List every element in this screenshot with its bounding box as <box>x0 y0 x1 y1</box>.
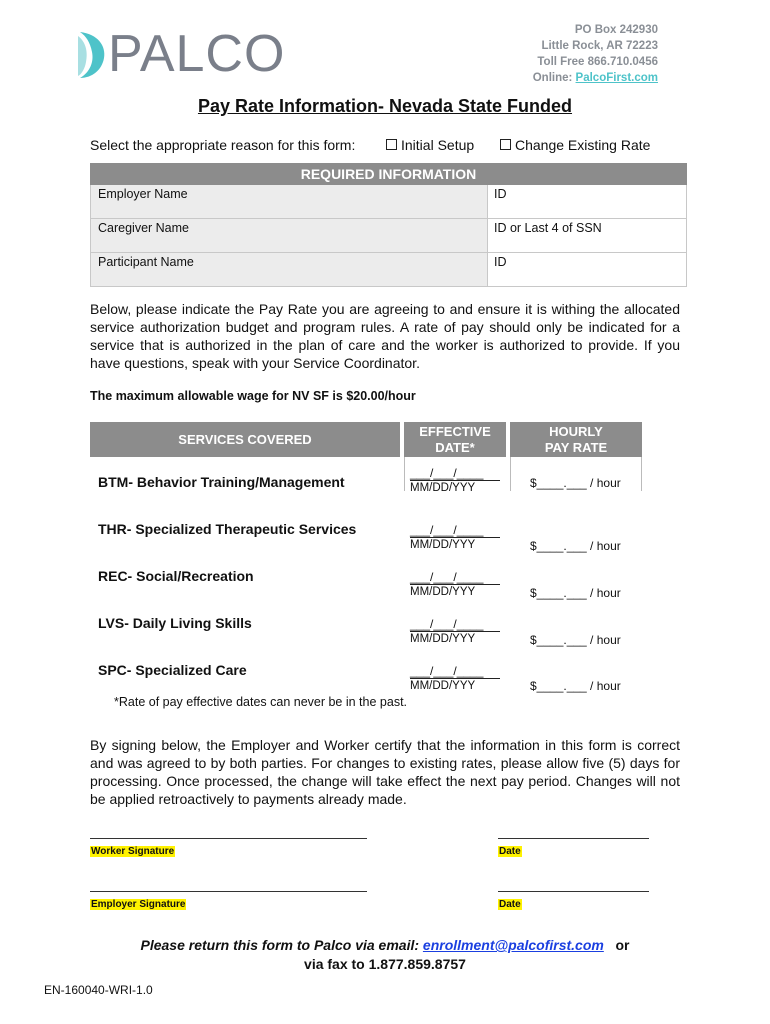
worker-signature-line[interactable] <box>90 838 367 839</box>
date-format: MM/DD/YYY <box>410 480 500 495</box>
employer-row <box>90 185 687 219</box>
service-name: REC- Social/Recreation <box>98 568 254 584</box>
worker-date-label-wrap <box>498 841 522 859</box>
service-row-thr <box>90 521 650 567</box>
required-info-heading: REQUIRED INFORMATION <box>90 163 687 185</box>
reason-row <box>90 137 690 153</box>
online-line <box>500 70 658 86</box>
date-blank: ___/___/____ <box>410 466 484 480</box>
palco-logo-mark-icon <box>76 30 106 80</box>
employer-name-field[interactable]: Employer Name <box>91 185 488 218</box>
service-name: SPC- Specialized Care <box>98 662 247 678</box>
service-name: THR- Specialized Therapeutic Services <box>98 521 357 537</box>
hourly-rate-header <box>510 422 642 457</box>
change-rate-label: Change Existing Rate <box>515 137 651 153</box>
hourly-rate-field[interactable]: $____.___ / hour <box>530 633 621 647</box>
instructions-paragraph: Below, please indicate the Pay Rate you are agreeing to and ensure it is withing the allocated service authorization budget and program rules. A rate of pay should only be indicated for a service that is authorized in the plan of care and the worker is authorized to provide. If you have questions, speak with your Service Coordinator. <box>90 301 680 371</box>
hourly-rate-header-line: PAY RATE <box>544 440 608 455</box>
certification-paragraph: By signing below, the Employer and Worker certify that the information in this form is correct and was agreed to by both parties. For changes to existing rates, please allow five (5) days for processing. Once processed, the change will take effect the next pay period. Changes will not be applied retroactively to payments already made. <box>90 737 680 807</box>
services-covered-header: SERVICES COVERED <box>90 422 400 457</box>
document-id: EN-160040-WRI-1.0 <box>44 983 153 997</box>
effective-date-header <box>404 422 506 457</box>
service-name: LVS- Daily Living Skills <box>98 615 252 631</box>
effective-date-field[interactable] <box>410 570 500 599</box>
worker-date-label: Date <box>499 846 521 857</box>
service-name: BTM- Behavior Training/Management <box>98 474 345 490</box>
date-format: MM/DD/YYY <box>410 584 500 599</box>
worker-date-line[interactable] <box>498 838 649 839</box>
service-row-rec <box>90 568 650 614</box>
return-fax: via fax to 1.877.859.8757 <box>304 956 466 972</box>
effective-date-field[interactable] <box>410 664 500 693</box>
caregiver-name-field[interactable]: Caregiver Name <box>91 219 488 252</box>
online-label: Online: <box>532 72 576 84</box>
effective-date-field[interactable] <box>410 466 500 495</box>
date-blank: ___/___/____ <box>410 664 484 678</box>
page-title: Pay Rate Information- Nevada State Funded <box>197 96 573 116</box>
service-row-btm <box>90 466 650 520</box>
effective-date-field[interactable] <box>410 617 500 646</box>
initial-setup-checkbox[interactable] <box>386 139 397 150</box>
participant-row <box>90 253 687 287</box>
employer-date-label: Date <box>499 899 521 910</box>
date-format: MM/DD/YYY <box>410 631 500 646</box>
employer-date-line[interactable] <box>498 891 649 892</box>
date-format: MM/DD/YYY <box>410 678 500 693</box>
caregiver-row <box>90 219 687 253</box>
date-blank: ___/___/____ <box>410 523 484 537</box>
employer-date-label-wrap <box>498 894 522 912</box>
participant-name-field[interactable]: Participant Name <box>91 253 488 286</box>
caregiver-id-field[interactable]: ID or Last 4 of SSN <box>494 221 602 235</box>
change-rate-option[interactable] <box>500 137 650 153</box>
return-line-email <box>0 936 770 955</box>
logo-text: PALCO <box>108 25 286 83</box>
reason-prompt: Select the appropriate reason for this form: <box>90 137 356 153</box>
hourly-rate-field[interactable]: $____.___ / hour <box>530 476 621 490</box>
email-link[interactable]: enrollment@palcofirst.com <box>422 937 604 953</box>
services-table-header <box>90 422 642 457</box>
address-line: PO Box 242930 <box>574 24 658 36</box>
initial-setup-option[interactable] <box>386 137 474 153</box>
employer-signature-label-wrap <box>90 894 186 912</box>
address-line: Little Rock, AR 72223 <box>541 40 658 52</box>
return-or: or <box>615 937 630 953</box>
date-blank: ___/___/____ <box>410 570 484 584</box>
address-line: Toll Free 866.710.0456 <box>537 56 658 68</box>
hourly-rate-field[interactable]: $____.___ / hour <box>530 539 621 553</box>
hourly-rate-field[interactable]: $____.___ / hour <box>530 586 621 600</box>
change-rate-checkbox[interactable] <box>500 139 511 150</box>
effective-date-header-line: EFFECTIVE <box>419 424 491 439</box>
worker-signature-label-wrap <box>90 841 175 859</box>
effective-date-field[interactable] <box>410 523 500 552</box>
participant-id-field[interactable]: ID <box>494 255 507 269</box>
employer-id-field[interactable]: ID <box>494 187 507 201</box>
effective-date-header-line: DATE* <box>435 440 475 455</box>
date-format: MM/DD/YYY <box>410 537 500 552</box>
employer-signature-label: Employer Signature <box>91 899 186 910</box>
date-blank: ___/___/____ <box>410 617 484 631</box>
return-text: Please return this form to Palco via email: <box>140 937 420 953</box>
hourly-rate-field[interactable]: $____.___ / hour <box>530 679 621 693</box>
required-info-table <box>90 185 687 287</box>
hourly-rate-header-line: HOURLY <box>549 424 603 439</box>
initial-setup-label: Initial Setup <box>401 137 475 153</box>
website-link[interactable]: PalcoFirst.com <box>575 72 658 84</box>
return-instructions <box>0 936 770 974</box>
worker-signature-label: Worker Signature <box>91 846 175 857</box>
palco-logo <box>76 25 286 84</box>
address-block <box>500 22 658 86</box>
employer-signature-line[interactable] <box>90 891 367 892</box>
max-wage-note: The maximum allowable wage for NV SF is $20.00/hour <box>90 389 416 403</box>
service-row-lvs <box>90 615 650 661</box>
effective-date-note: *Rate of pay effective dates can never be in the past. <box>114 695 408 709</box>
